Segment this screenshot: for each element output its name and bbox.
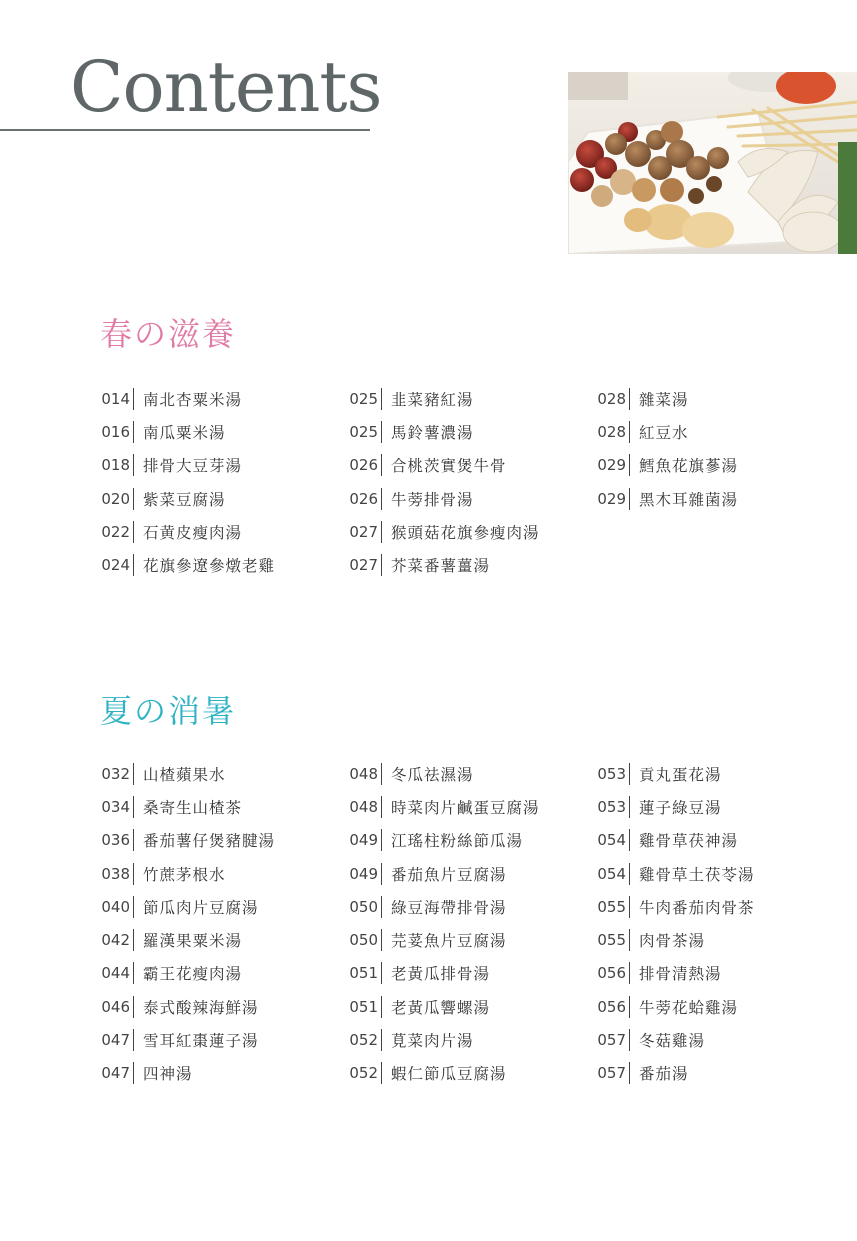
toc-entry[interactable] [344, 824, 584, 857]
toc-entry[interactable] [344, 923, 584, 956]
toc-entry[interactable] [96, 482, 336, 515]
toc-entry[interactable] [592, 1057, 832, 1090]
page-number: 025 [344, 388, 382, 410]
recipe-name: 冬瓜祛濕湯 [391, 765, 474, 784]
toc-entry[interactable] [96, 890, 336, 923]
toc-entry[interactable] [344, 382, 584, 415]
toc-entry[interactable] [344, 757, 584, 790]
toc-entry[interactable] [344, 1057, 584, 1090]
page-number: 053 [592, 763, 630, 785]
recipe-name: 時菜肉片鹹蛋豆腐湯 [391, 798, 540, 817]
page-number: 020 [96, 488, 134, 510]
page-number: 048 [344, 796, 382, 818]
recipe-name: 番茄薯仔煲豬腱湯 [143, 832, 276, 851]
page-number: 014 [96, 388, 134, 410]
toc-entry[interactable] [344, 548, 584, 581]
toc-entry[interactable] [96, 957, 336, 990]
toc-entry[interactable] [96, 1057, 336, 1090]
recipe-name: 南瓜粟米湯 [143, 423, 226, 442]
toc-entry[interactable] [96, 757, 336, 790]
toc-entry[interactable] [592, 757, 832, 790]
toc-entry[interactable] [96, 1023, 336, 1056]
page-number: 046 [96, 996, 134, 1018]
recipe-name: 黑木耳雜菌湯 [639, 490, 739, 509]
toc-entry[interactable] [344, 415, 584, 448]
page-number: 036 [96, 829, 134, 851]
spring-column-3 [592, 382, 832, 515]
section-title-spring: 春の滋養 [100, 315, 237, 353]
recipe-name: 牛蒡排骨湯 [391, 490, 474, 509]
recipe-name: 紅豆水 [639, 423, 689, 442]
spring-column-1 [96, 382, 336, 582]
page-number: 051 [344, 962, 382, 984]
toc-entry[interactable] [344, 515, 584, 548]
toc-entry[interactable] [592, 482, 832, 515]
page-number: 034 [96, 796, 134, 818]
page-number: 056 [592, 996, 630, 1018]
page-number: 026 [344, 488, 382, 510]
page-number: 056 [592, 962, 630, 984]
recipe-name: 霸王花瘦肉湯 [143, 965, 243, 984]
recipe-name: 肉骨茶湯 [639, 932, 706, 951]
page-number: 028 [592, 388, 630, 410]
recipe-name: 花旗參遼參燉老雞 [143, 557, 276, 576]
page-number: 052 [344, 1029, 382, 1051]
spring-column-2 [344, 382, 584, 582]
recipe-name: 老黃瓜排骨湯 [391, 965, 491, 984]
page-number: 038 [96, 863, 134, 885]
toc-entry[interactable] [96, 923, 336, 956]
page-number: 027 [344, 554, 382, 576]
recipe-name: 韭菜豬紅湯 [391, 390, 474, 409]
toc-entry[interactable] [96, 382, 336, 415]
recipe-name: 山楂蘋果水 [143, 765, 226, 784]
recipe-name: 牛肉番茄肉骨茶 [639, 898, 755, 917]
page-number: 052 [344, 1062, 382, 1084]
recipe-name: 莧菜肉片湯 [391, 1032, 474, 1051]
page-number: 055 [592, 896, 630, 918]
summer-column-3 [592, 757, 832, 1090]
toc-entry[interactable] [592, 957, 832, 990]
recipe-name: 牛蒡花蛤雞湯 [639, 998, 739, 1017]
summer-column-1 [96, 757, 336, 1090]
toc-entry[interactable] [592, 1023, 832, 1056]
section-title-summer: 夏の消暑 [100, 692, 237, 730]
page-number: 025 [344, 421, 382, 443]
recipe-name: 綠豆海帶排骨湯 [391, 898, 507, 917]
recipe-name: 芫荽魚片豆腐湯 [391, 932, 507, 951]
page-number: 050 [344, 896, 382, 918]
toc-entry[interactable] [344, 790, 584, 823]
toc-entry[interactable] [592, 890, 832, 923]
page-number: 053 [592, 796, 630, 818]
recipe-name: 鱈魚花旗蔘湯 [639, 457, 739, 476]
recipe-name: 紫菜豆腐湯 [143, 490, 226, 509]
recipe-name: 芥菜番薯薑湯 [391, 557, 491, 576]
recipe-name: 馬鈴薯濃湯 [391, 423, 474, 442]
toc-entry[interactable] [344, 990, 584, 1023]
toc-entry[interactable] [592, 415, 832, 448]
toc-entry[interactable] [344, 857, 584, 890]
dried-herbs-and-mushrooms-photo [568, 72, 857, 254]
recipe-name: 石黄皮瘦肉湯 [143, 523, 243, 542]
toc-entry[interactable] [592, 923, 832, 956]
recipe-name: 番茄湯 [639, 1065, 689, 1084]
toc-entry[interactable] [96, 548, 336, 581]
toc-entry[interactable] [344, 1023, 584, 1056]
page-number: 044 [96, 962, 134, 984]
page-number: 050 [344, 929, 382, 951]
toc-entry[interactable] [592, 824, 832, 857]
page-number: 026 [344, 454, 382, 476]
toc-entry[interactable] [96, 449, 336, 482]
toc-entry[interactable] [96, 990, 336, 1023]
recipe-name: 江瑤柱粉絲節瓜湯 [391, 832, 524, 851]
recipe-name: 雞骨草茯神湯 [639, 832, 739, 851]
recipe-name: 番茄魚片豆腐湯 [391, 865, 507, 884]
page-number: 049 [344, 863, 382, 885]
recipe-name: 合桃茨實煲牛骨 [391, 457, 507, 476]
page-number: 054 [592, 829, 630, 851]
recipe-name: 雞骨草土茯苓湯 [639, 865, 755, 884]
recipe-name: 冬菇雞湯 [639, 1032, 706, 1051]
toc-entry[interactable] [592, 857, 832, 890]
toc-entry[interactable] [344, 482, 584, 515]
page-number: 016 [96, 421, 134, 443]
toc-entry[interactable] [96, 515, 336, 548]
page-number: 051 [344, 996, 382, 1018]
page-number: 029 [592, 454, 630, 476]
page-number: 022 [96, 521, 134, 543]
page-number: 032 [96, 763, 134, 785]
page-number: 027 [344, 521, 382, 543]
recipe-name: 羅漢果粟米湯 [143, 932, 243, 951]
recipe-name: 蓮子綠豆湯 [639, 798, 722, 817]
toc-entry[interactable] [592, 449, 832, 482]
page-number: 047 [96, 1062, 134, 1084]
page-number: 057 [592, 1062, 630, 1084]
recipe-name: 雜菜湯 [639, 390, 689, 409]
recipe-name: 竹蔗茅根水 [143, 865, 226, 884]
page-number: 040 [96, 896, 134, 918]
page-number: 057 [592, 1029, 630, 1051]
recipe-name: 蝦仁節瓜豆腐湯 [391, 1065, 507, 1084]
toc-entry[interactable] [344, 890, 584, 923]
toc-entry[interactable] [96, 790, 336, 823]
page-number: 047 [96, 1029, 134, 1051]
toc-entry[interactable] [96, 415, 336, 448]
toc-entry[interactable] [592, 382, 832, 415]
toc-entry[interactable] [96, 824, 336, 857]
toc-entry[interactable] [344, 449, 584, 482]
recipe-name: 桑寄生山楂茶 [143, 798, 243, 817]
page-number: 054 [592, 863, 630, 885]
toc-entry[interactable] [344, 957, 584, 990]
recipe-name: 貢丸蛋花湯 [639, 765, 722, 784]
page-number: 042 [96, 929, 134, 951]
recipe-name: 泰式酸辣海鮮湯 [143, 998, 259, 1017]
toc-entry[interactable] [592, 990, 832, 1023]
page-title: Contents [70, 46, 382, 128]
page-number: 028 [592, 421, 630, 443]
recipe-name: 猴頭菇花旗參瘦肉湯 [391, 523, 540, 542]
recipe-name: 四神湯 [143, 1065, 193, 1084]
page-number: 055 [592, 929, 630, 951]
recipe-name: 南北杏粟米湯 [143, 390, 243, 409]
toc-entry[interactable] [96, 857, 336, 890]
page-number: 048 [344, 763, 382, 785]
recipe-name: 雪耳紅棗蓮子湯 [143, 1032, 259, 1051]
title-underline [0, 129, 370, 131]
page-number: 024 [96, 554, 134, 576]
recipe-name: 節瓜肉片豆腐湯 [143, 898, 259, 917]
page-number: 049 [344, 829, 382, 851]
page-number: 018 [96, 454, 134, 476]
recipe-name: 排骨清熱湯 [639, 965, 722, 984]
summer-column-2 [344, 757, 584, 1090]
toc-entry[interactable] [592, 790, 832, 823]
recipe-name: 排骨大豆芽湯 [143, 457, 243, 476]
page-number: 029 [592, 488, 630, 510]
recipe-name: 老黃瓜響螺湯 [391, 998, 491, 1017]
